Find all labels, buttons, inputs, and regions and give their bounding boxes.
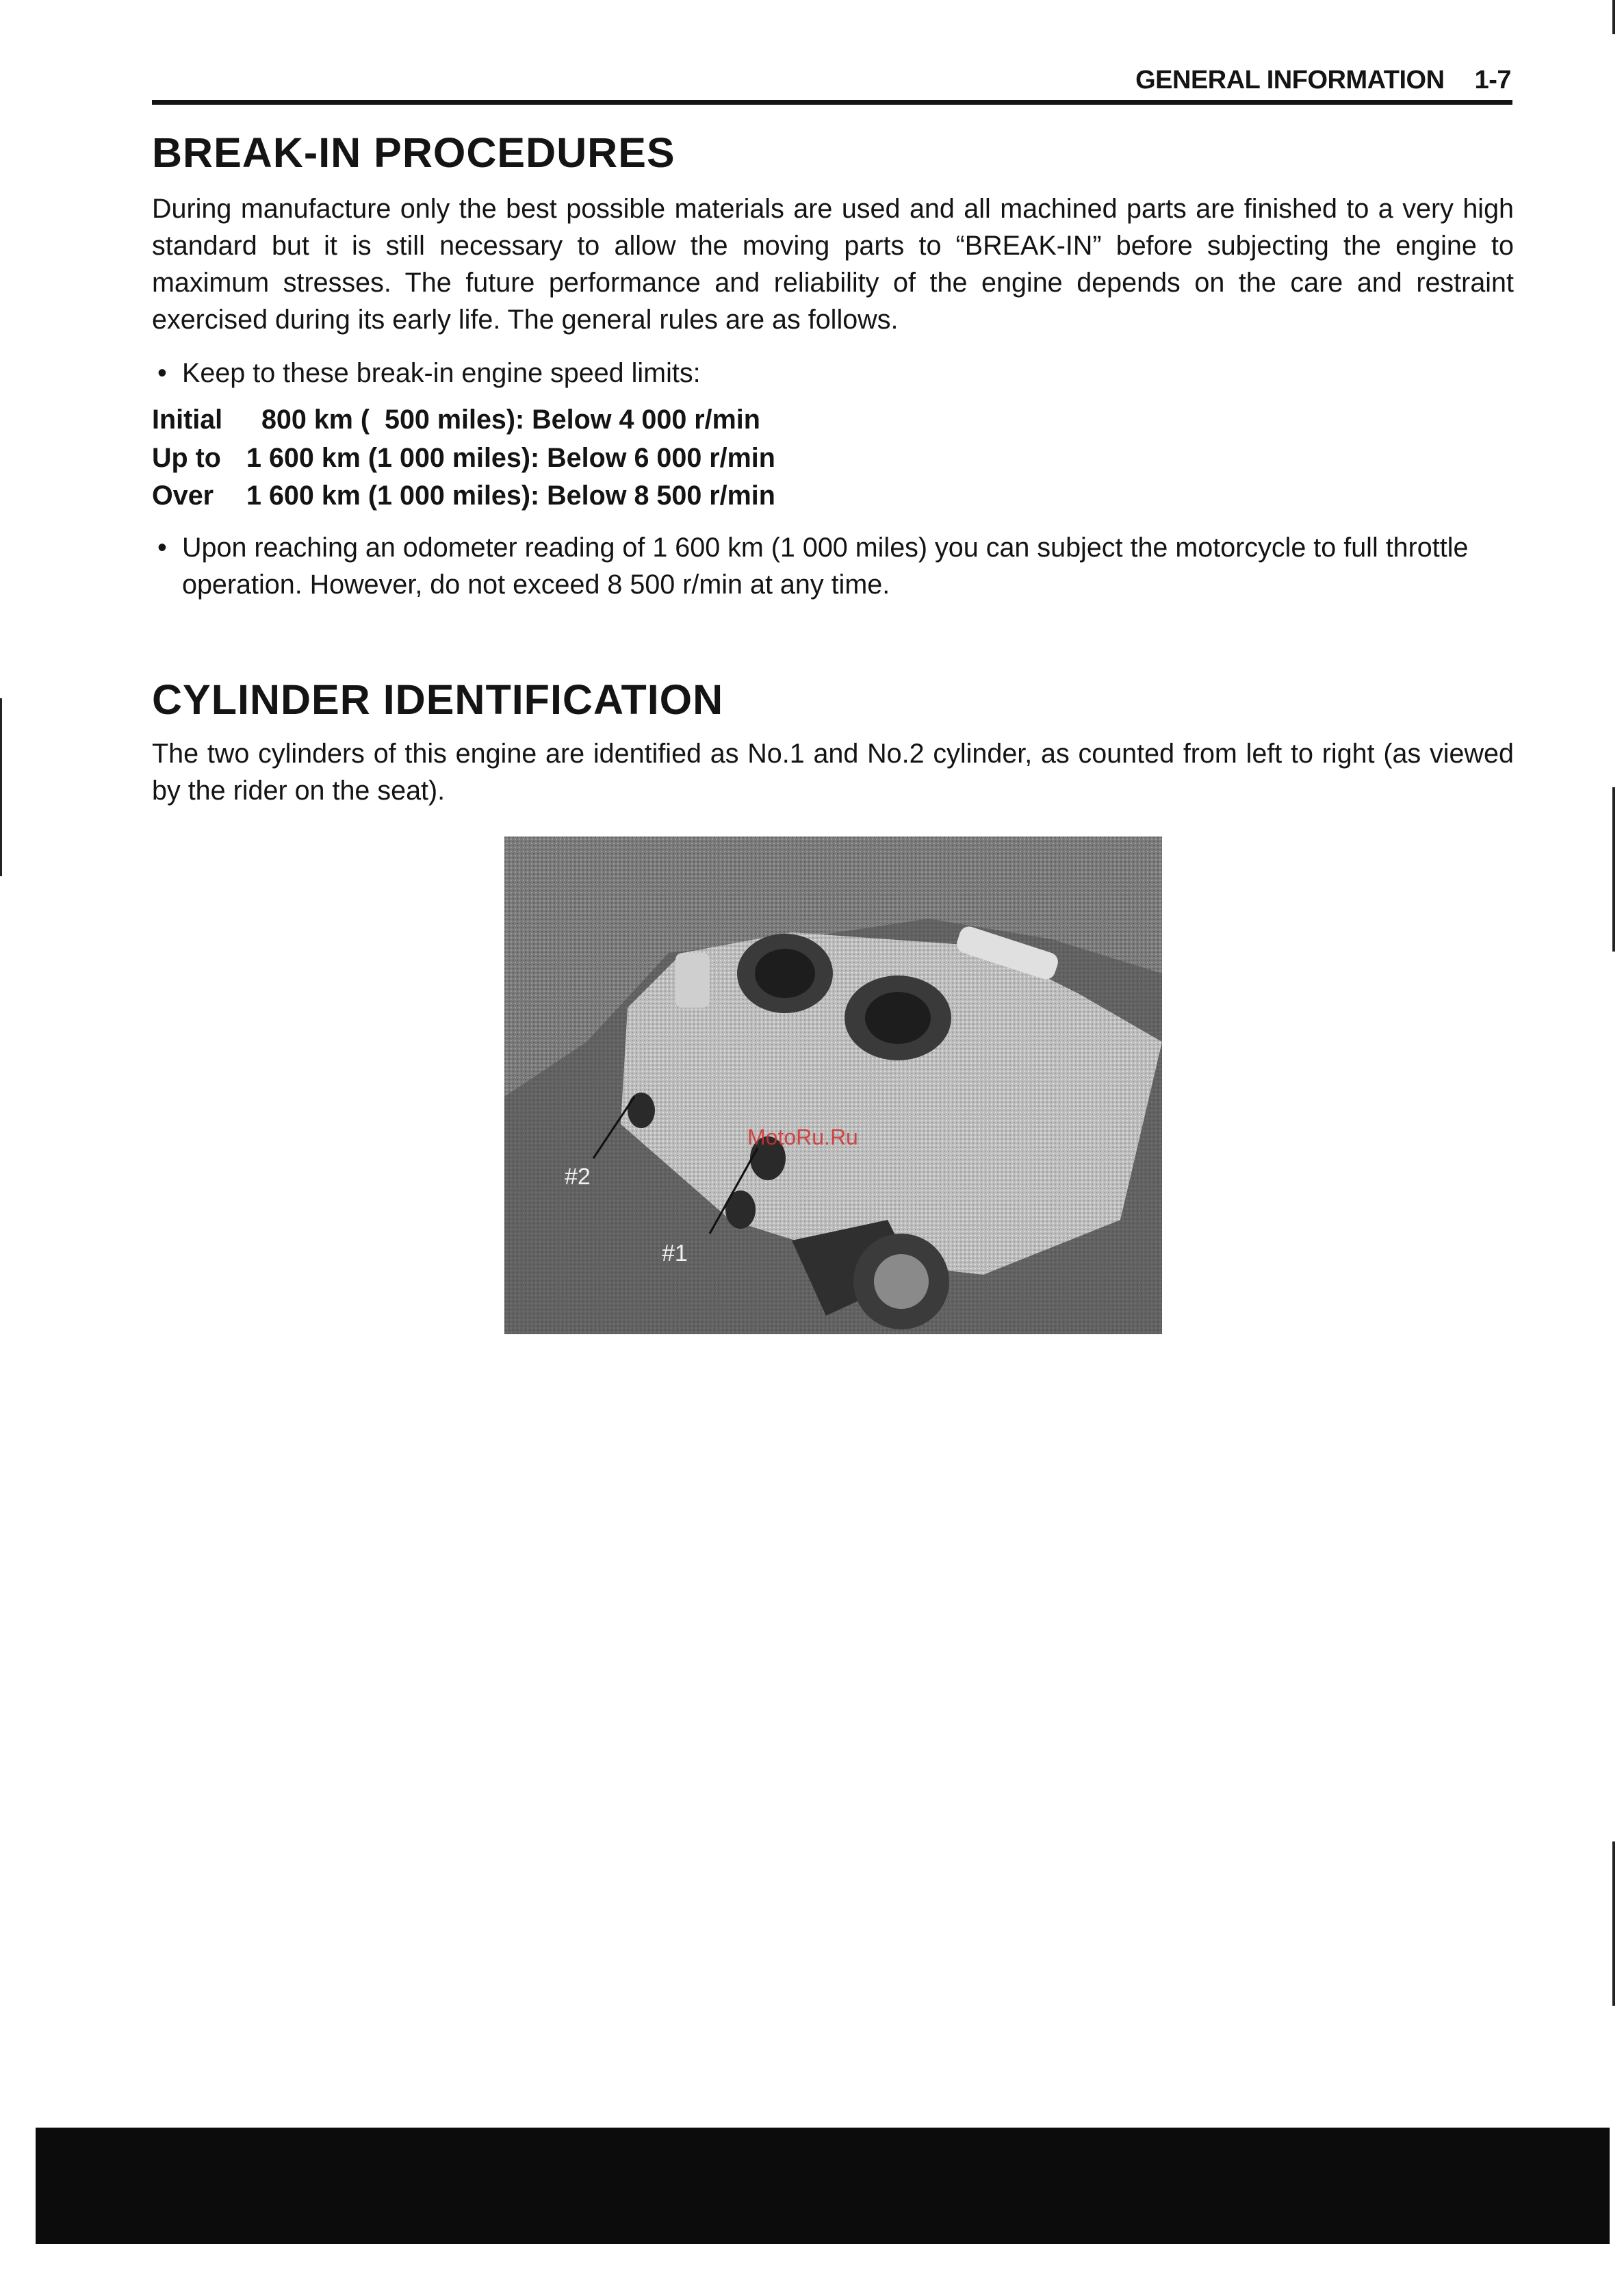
- cylinder-identification-heading: CYLINDER IDENTIFICATION: [152, 676, 724, 723]
- header-section-title: GENERAL INFORMATION: [1135, 66, 1445, 94]
- limit-value: 800 km ( 500 miles): Below 4 000 r/min: [246, 405, 760, 435]
- limit-row-over: [152, 477, 775, 515]
- header-rule: [152, 100, 1512, 105]
- engine-cylinder-photo: [504, 837, 1162, 1334]
- speed-limits-table: [152, 401, 775, 515]
- cylinder-text-line-2: viewed by the rider on the seat).: [152, 739, 1514, 806]
- bullet-dot: •: [157, 533, 167, 563]
- bullet-dot: •: [157, 358, 167, 388]
- bullet-speed-limits: [157, 355, 1537, 392]
- scan-edge-mark: [1612, 0, 1615, 34]
- limit-row-up-to: [152, 439, 775, 478]
- intro-line-1: During manufacture only the best possible materials are used and all machined parts are finished to a very: [152, 194, 1454, 224]
- intro-line-2: high standard but it is still necessary to allow the moving parts to “BREAK-IN” before subjecting the engine: [152, 194, 1515, 261]
- intro-line-4: exercised during its early life. The general rules are as follows.: [152, 305, 899, 335]
- cylinder-2-label: #2: [565, 1164, 591, 1190]
- bullet-full-throttle: [157, 529, 1537, 603]
- engine-photo-drawing: [504, 837, 1162, 1334]
- intro-line-3: to maximum stresses. The future performance and reliability of the engine depends on the care and restraint: [152, 231, 1514, 298]
- limit-value: 1 600 km (1 000 miles): Below 8 500 r/min: [246, 481, 775, 511]
- break-in-intro: [152, 190, 1514, 338]
- cylinder-1-label: #1: [662, 1240, 688, 1266]
- page-number: 1-7: [1474, 66, 1511, 94]
- limit-label: Over: [152, 481, 214, 511]
- scan-edge-mark: [1612, 787, 1615, 952]
- scan-edge-mark: [1612, 1841, 1615, 2006]
- footer-black-band: [36, 2128, 1610, 2244]
- watermark: MotoRu.Ru: [747, 1125, 858, 1149]
- running-header: [0, 66, 1511, 95]
- break-in-heading: BREAK-IN PROCEDURES: [152, 129, 675, 176]
- cylinder-text-line-1: The two cylinders of this engine are identified as No.1 and No.2 cylinder, as counted from left to right (as: [152, 739, 1421, 769]
- scan-edge-mark: [0, 698, 2, 876]
- limit-label: Initial: [152, 405, 223, 435]
- bullet-text: Keep to these break-in engine speed limits:: [182, 358, 701, 388]
- limit-label: Up to: [152, 442, 221, 473]
- limit-value: 1 600 km (1 000 miles): Below 6 000 r/min: [246, 442, 775, 473]
- cylinder-identification-text: [152, 735, 1514, 809]
- limit-row-initial: [152, 401, 775, 439]
- bullet-text: Upon reaching an odometer reading of 1 600 km (1 000 miles) you can subject the motorcycle to full throttle operation. However, do not exceed 8 500 r/min at any time.: [182, 533, 1469, 600]
